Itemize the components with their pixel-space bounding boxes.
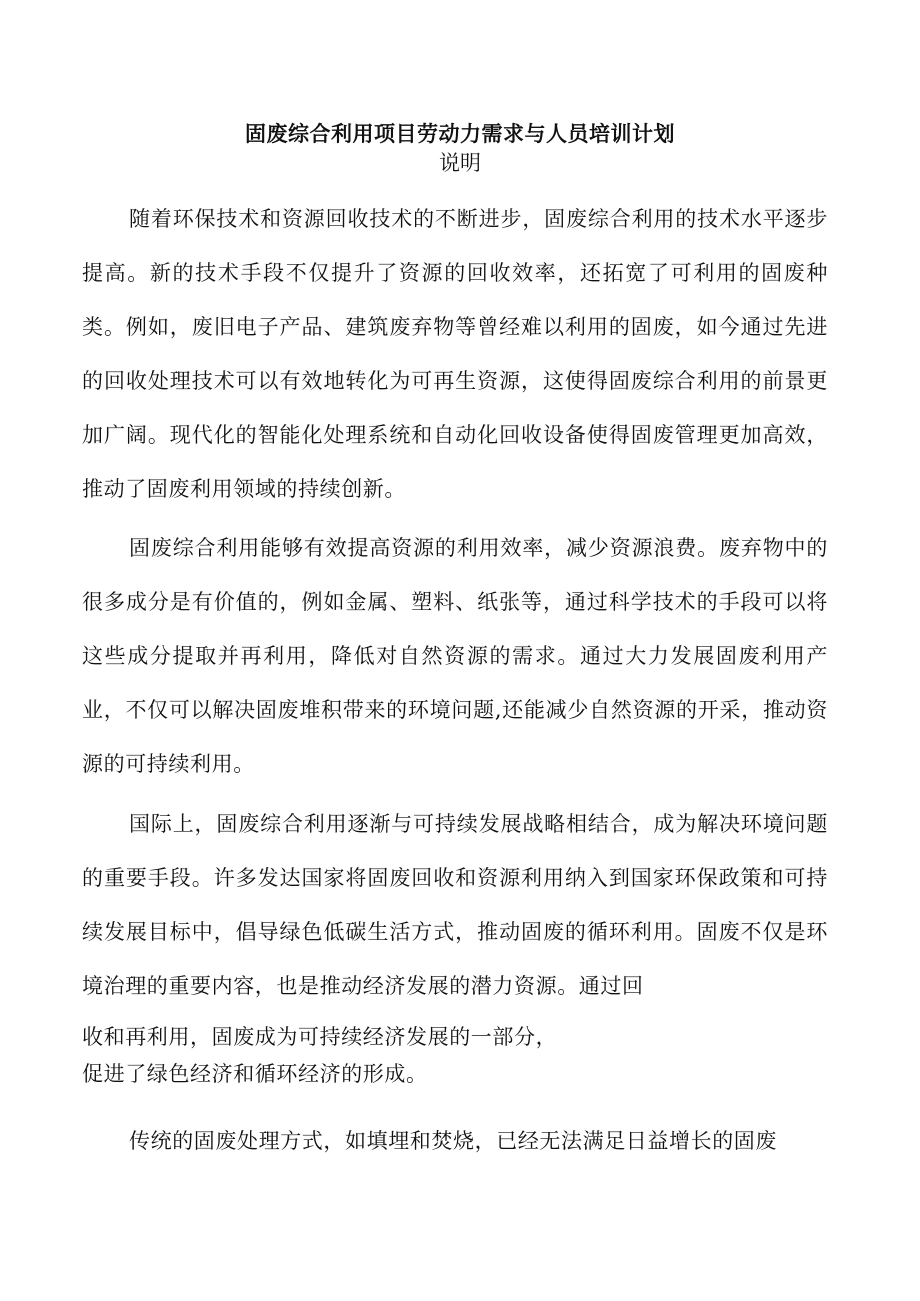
- paragraph-3: 国际上，固废综合利用逐渐与可持续发展战略相结合，成为解决环境问题的重要手段。许多发达国家将固废回收和资源利用纳入到国家环保政策和可持续发展目标中，倡导绿色低碳生活方式，推动固废的循环利用。固废不仅是环境治理的重要内容，也是推动经济发展的潜力资源。通过回: [82, 812, 828, 998]
- paragraph-3-tail-line-1: 收和再利用，固废成为可持续经济发展的一部分，: [82, 1025, 558, 1049]
- paragraph-4: 传统的固废处理方式，如填埋和焚烧，已经无法满足日益增长的固废: [129, 1129, 777, 1153]
- document-subtitle: 说明: [439, 151, 481, 175]
- document-title: 固废综合利用项目劳动力需求与人员培训计划: [245, 121, 675, 146]
- paragraph-1: 随着环保技术和资源回收技术的不断进步，固废综合利用的技术水平逐步提高。新的技术手段不仅提升了资源的回收效率，还拓宽了可利用的固废种类。例如，废旧电子产品、建筑废弃物等曾经难以利用的固废，如今通过先进的回收处理技术可以有效地转化为可再生资源，这使得固废综合利用的前景更加广阔。现代化的智能化处理系统和自动化回收设备使得固废管理更加高效，推动了固废利用领域的持续创新。: [82, 207, 828, 501]
- paragraph-3-tail-line-2: 促进了绿色经济和循环经济的形成。: [82, 1062, 428, 1086]
- paragraph-2: 固废综合利用能够有效提高资源的利用效率，减少资源浪费。废弃物中的很多成分是有价值的，例如金属、塑料、纸张等，通过科学技术的手段可以将这些成分提取并再利用，降低对自然资源的需求。通过大力发展固废利用产业，不仅可以解决固废堆积带来的环境问题,还能减少自然资源的开采，推动资源的可持续利用。: [82, 536, 828, 776]
